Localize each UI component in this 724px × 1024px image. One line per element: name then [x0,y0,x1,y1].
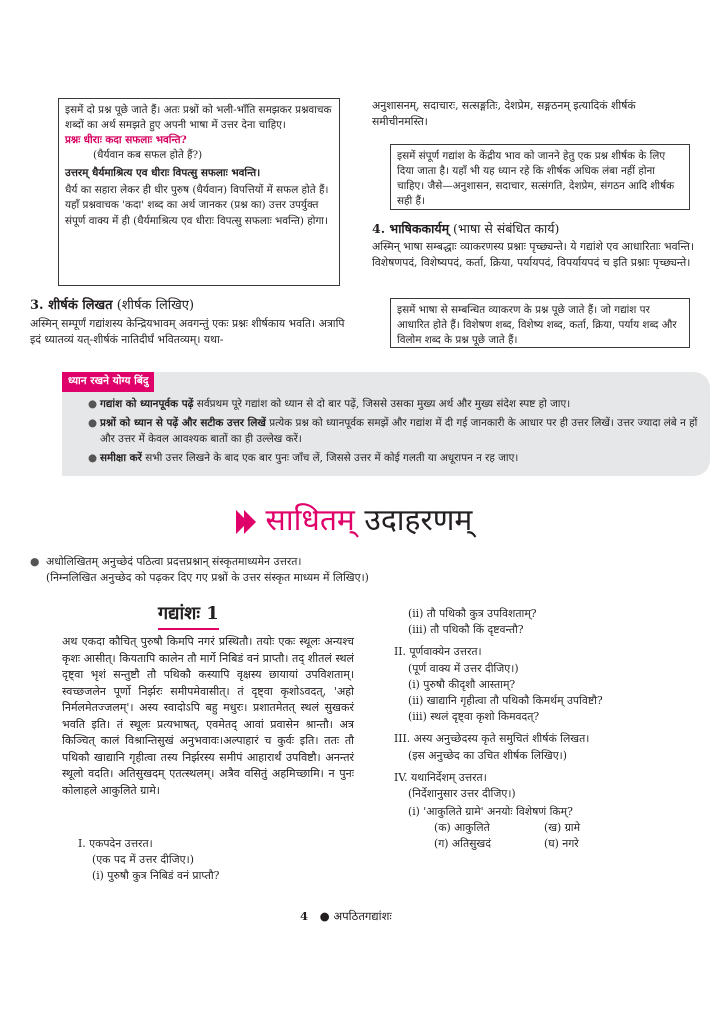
instruction-translation: (निम्नलिखित अनुच्छेद को पढ़कर दिए गए प्रश्नों के उत्तर संस्कृत माध्यम में लिखिए।) [46,571,369,585]
question-I-i: (i) पुरुषौ कुत्र निबिडं वनं प्राप्तौ? [92,869,220,883]
bullet-icon: ● [88,417,98,430]
tip-item [88,450,698,466]
left-explanation-box [58,98,340,286]
tip-item [88,415,698,447]
passage-heading-text: गद्यांशः 1 [158,603,219,624]
tip-lead: गद्यांश को ध्यानपूर्वक पढ़ें [100,398,194,410]
question-III-trans: (इस अनुच्छेद का उचित शीर्षक लिखिए।) [408,748,567,762]
title-examples-text: अनुशासनम्, सदाचारः, सत्सङ्गतिः, देशप्रेम, सङ्गठनम् इत्यादिकं शीर्षकं समीचीनमस्ति। [372,99,636,129]
passage-body: अथ एकदा कौचित् पुरुषौ किमपि नगरं प्रस्थितौ। तयोः एकः स्थूलः अन्यश्च कृशः आसीत्। कियतापि कालेन तौ मार्गे निबिडं वनं प्राप्तौ। तद् शीतलं स्थलं दृष्ट्वा भृशं सन्तुष्टौ तौ पथिकौ कस्यापि वृक्षस्य छायायां उपविशताम्। स्वच्छजलेन पूर्णो निर्झरः समीपमेवासीत्। तं दृष्ट्वा कृशोऽवदत्, 'अहो निर्मलमेतज्जलम्'। अस्य स्वादोऽपि बहु मधुरः। प्रशातमेतत् स्थलं सुखकरं भवति इति। तं स्थूलः प्रत्यभाषत्, एवमेतद् आवां प्रवासेन श्रान्तौ। अत्र किञ्चित् कालं विश्रान्तिसुखं अनुभवावः।अल्पाहारं च कुर्वः इति। ततः तौ पथिकौ खाद्यानि गृहीत्वा तस्य निर्झरस्य समीपं आहारार्थं उपविष्टौ। अनन्तरं स्थूलो वदति। अतिसुखदम् एतत्स्थलम्। अत्रैव वसितुं अहमिच्छामि। न पुनः कोलाहले आकुलिते ग्रामे। [62,635,354,797]
example-question [65,133,333,148]
section-3-text: अस्मिन् सम्पूर्णं गद्यांशस्य केन्द्रियभावम् अवगन्तुं एकः प्रश्नः शीर्षकाय भवति। अत्रापि इदं ध्यातव्यं यत्-शीर्षकं नातिदीर्घं भवितव्यम्। यथा- [30,316,345,346]
tip-lead: समीक्षा करें [100,452,142,465]
question-II-iii: (iii) स्थलं दृष्ट्वा कृशो किमवदत्? [408,710,540,724]
right-title-box [390,144,690,210]
bullet-icon: ● [88,398,98,410]
option-item: (ख) ग्रामे [544,821,581,835]
page-number: 4 [300,909,309,923]
question-I-trans: (एक पद में उत्तर दीजिए।) [92,853,194,867]
tip-text: प्रत्येक प्रश्न को ध्यानपूर्वक समझें और गद्यांश में दी गई जानकारी के आधार पर ही उत्तर लिखें। उत्तर ज्यादा लंबे न हों और उत्तर में केवल आवश्यक बातों का ही उल्लेख करें। [100,417,698,446]
title-rest: उदाहरणम् [364,503,473,538]
question-label: प्रश्नः [65,134,81,147]
section-4-heading-trans: (भाषा से संबंधित कार्य) [453,221,560,236]
passage-heading [158,600,219,630]
section-3 [30,296,348,348]
question-II-i: (i) पुरुषौ कीदृशौ आस्ताम्? [408,677,516,691]
tip-lead: प्रश्नों को ध्यान से पढ़ें और सटीक उत्तर लिखें [100,417,266,430]
question-III-heading: III. अस्य अनुच्छेदस्य कृते समुचितं शीर्षकं लिखत। [394,732,590,746]
question-II-heading: II. पूर्णवाक्येन उत्तरत। [394,645,482,659]
section-4-box [390,298,690,348]
question-IV-trans: (निर्देशानुसार उत्तर दीजिए।) [408,786,516,800]
right-top-text [372,98,692,130]
question-IV-i: (i) 'आकुलिते ग्रामे' अनयोः विशेषणं किम्? [408,805,573,819]
tips-list [88,396,698,467]
instruction-row [30,554,700,586]
section-4 [372,220,694,271]
answer-text: उत्तरम् धैर्यमाश्रित्य एव धीराः विपत्सु सफलाः भवन्ति। [65,167,261,180]
option-item: (क) आकुलिते [434,821,490,835]
question-translation: (धैर्यवान कब सफल होते हैं?) [93,149,203,162]
section-4-heading: 4. भाषिककार्यम् [372,221,450,236]
note-text: यहाँ प्रश्नवाचक 'कदा' शब्द का अर्थ जानकर (प्रश्न का) उत्तर उपर्युक्त संपूर्ण वाक्य में ही (धैर्यमाश्रित्य एव धीराः विपत्सु सफलाः भवन्ति) होगा। [65,199,328,227]
question-I-iii: (iii) तौ पथिकौ किं दृष्टवन्तौ? [408,623,524,637]
questions-right [394,606,704,853]
options-grid [394,820,704,852]
question-I-ii: (ii) तौ पथिकौ कुत्र उपविशताम्? [408,607,537,620]
question-I-heading: I. एकपदेन उत्तरत। [78,837,153,850]
passage-text [62,634,354,799]
section-3-heading-trans: (शीर्षक लिखिए) [116,298,195,313]
section-4-box-text: इसमें भाषा से सम्बन्धित व्याकरण के प्रश्न पूछे जाते हैं। जो गद्यांश पर आधारित होते हैं। विशेषण शब्द, विशेष्य शब्द, कर्ता, क्रिया, पर्याय शब्द और विलोम शब्द के प्रश्न पूछे जाते हैं। [397,304,677,347]
questions-left [78,836,348,885]
question-IV-heading: IV. यथानिर्देशम् उत्तरत। [394,770,487,784]
tip-text: सभी उत्तर लिखने के बाद एक बार पुनः जाँच लें, जिससे उत्तर में कोई गलती या अधूरापन न रह जाए। [145,452,519,465]
answer-translation: धैर्य का सहारा लेकर ही धीर पुरुष (धैर्यवान) विपत्तियों में सफल होते हैं। [65,184,329,197]
question-II-trans: (पूर्ण वाक्य में उत्तर दीजिए।) [408,661,519,675]
section-3-heading: 3. शीर्षकं लिखत [30,298,113,313]
tip-text: सर्वप्रथम पूरे गद्यांश को ध्यान से दो बार पढ़ें, जिससे उसका मुख्य अर्थ और मुख्य संदेश स्पष्ट हो जाए। [196,398,571,410]
instruction [30,554,700,586]
question-text: धीराः कदा सफलाः भवन्ति? [83,134,187,147]
question-II-ii: (ii) खाद्यानि गृहीत्वा तौ पथिकौ किमर्थम् उपविष्टौ? [408,693,603,707]
option-item: (ग) अतिसुखदं [434,837,491,851]
instruction-text: अधोलिखितम् अनुच्छेदं पठित्वा प्रदत्तप्रश्नान् संस्कृतमाध्यमेन उत्तरत। [46,555,302,568]
option-item: (घ) नगरे [544,837,579,851]
solved-example-title [236,498,536,543]
chevron-right-icon [244,510,256,534]
tip-item [88,396,698,412]
bullet-icon: ● [30,555,40,568]
tips-label: ध्यान रखने योग्य बिंदु [62,372,154,392]
footer-label: ● अपठितगद्यांशः [319,909,392,923]
bullet-icon: ● [88,452,98,465]
section-4-text: अस्मिन् भाषा सम्बद्धाः व्याकरणस्य प्रश्नाः पृच्छ्यन्ते। ये गद्यांशे एव आधारिताः भवन्ति। विशेषणपदं, विशेष्यपदं, कर्ता, क्रिया, पर्यायपदं, विपर्यायपदं च इति प्रश्नाः पृच्छ्यन्ते। [372,239,695,269]
title-box-text: इसमें संपूर्ण गद्यांश के केंद्रीय भाव को जानने हेतु एक प्रश्न शीर्षक के लिए दिया जाता है। यहाँ भी यह ध्यान रहे कि शीर्षक अधिक लंबा नहीं होना चाहिए। जैसे—अनुशासन, सदाचार, सत्संगति, देशप्रेम, संगठन आदि शीर्षक सही हैं। [397,150,675,208]
page-footer [300,908,392,925]
title-accent: साधितम् [265,503,355,538]
intro-text: इसमें दो प्रश्न पूछे जाते हैं। अतः प्रश्नों को भली-भाँति समझकर प्रश्नवाचक शब्दों का अर्थ समझते हुए अपनी भाषा में उत्तर देना चाहिए। [65,104,332,132]
